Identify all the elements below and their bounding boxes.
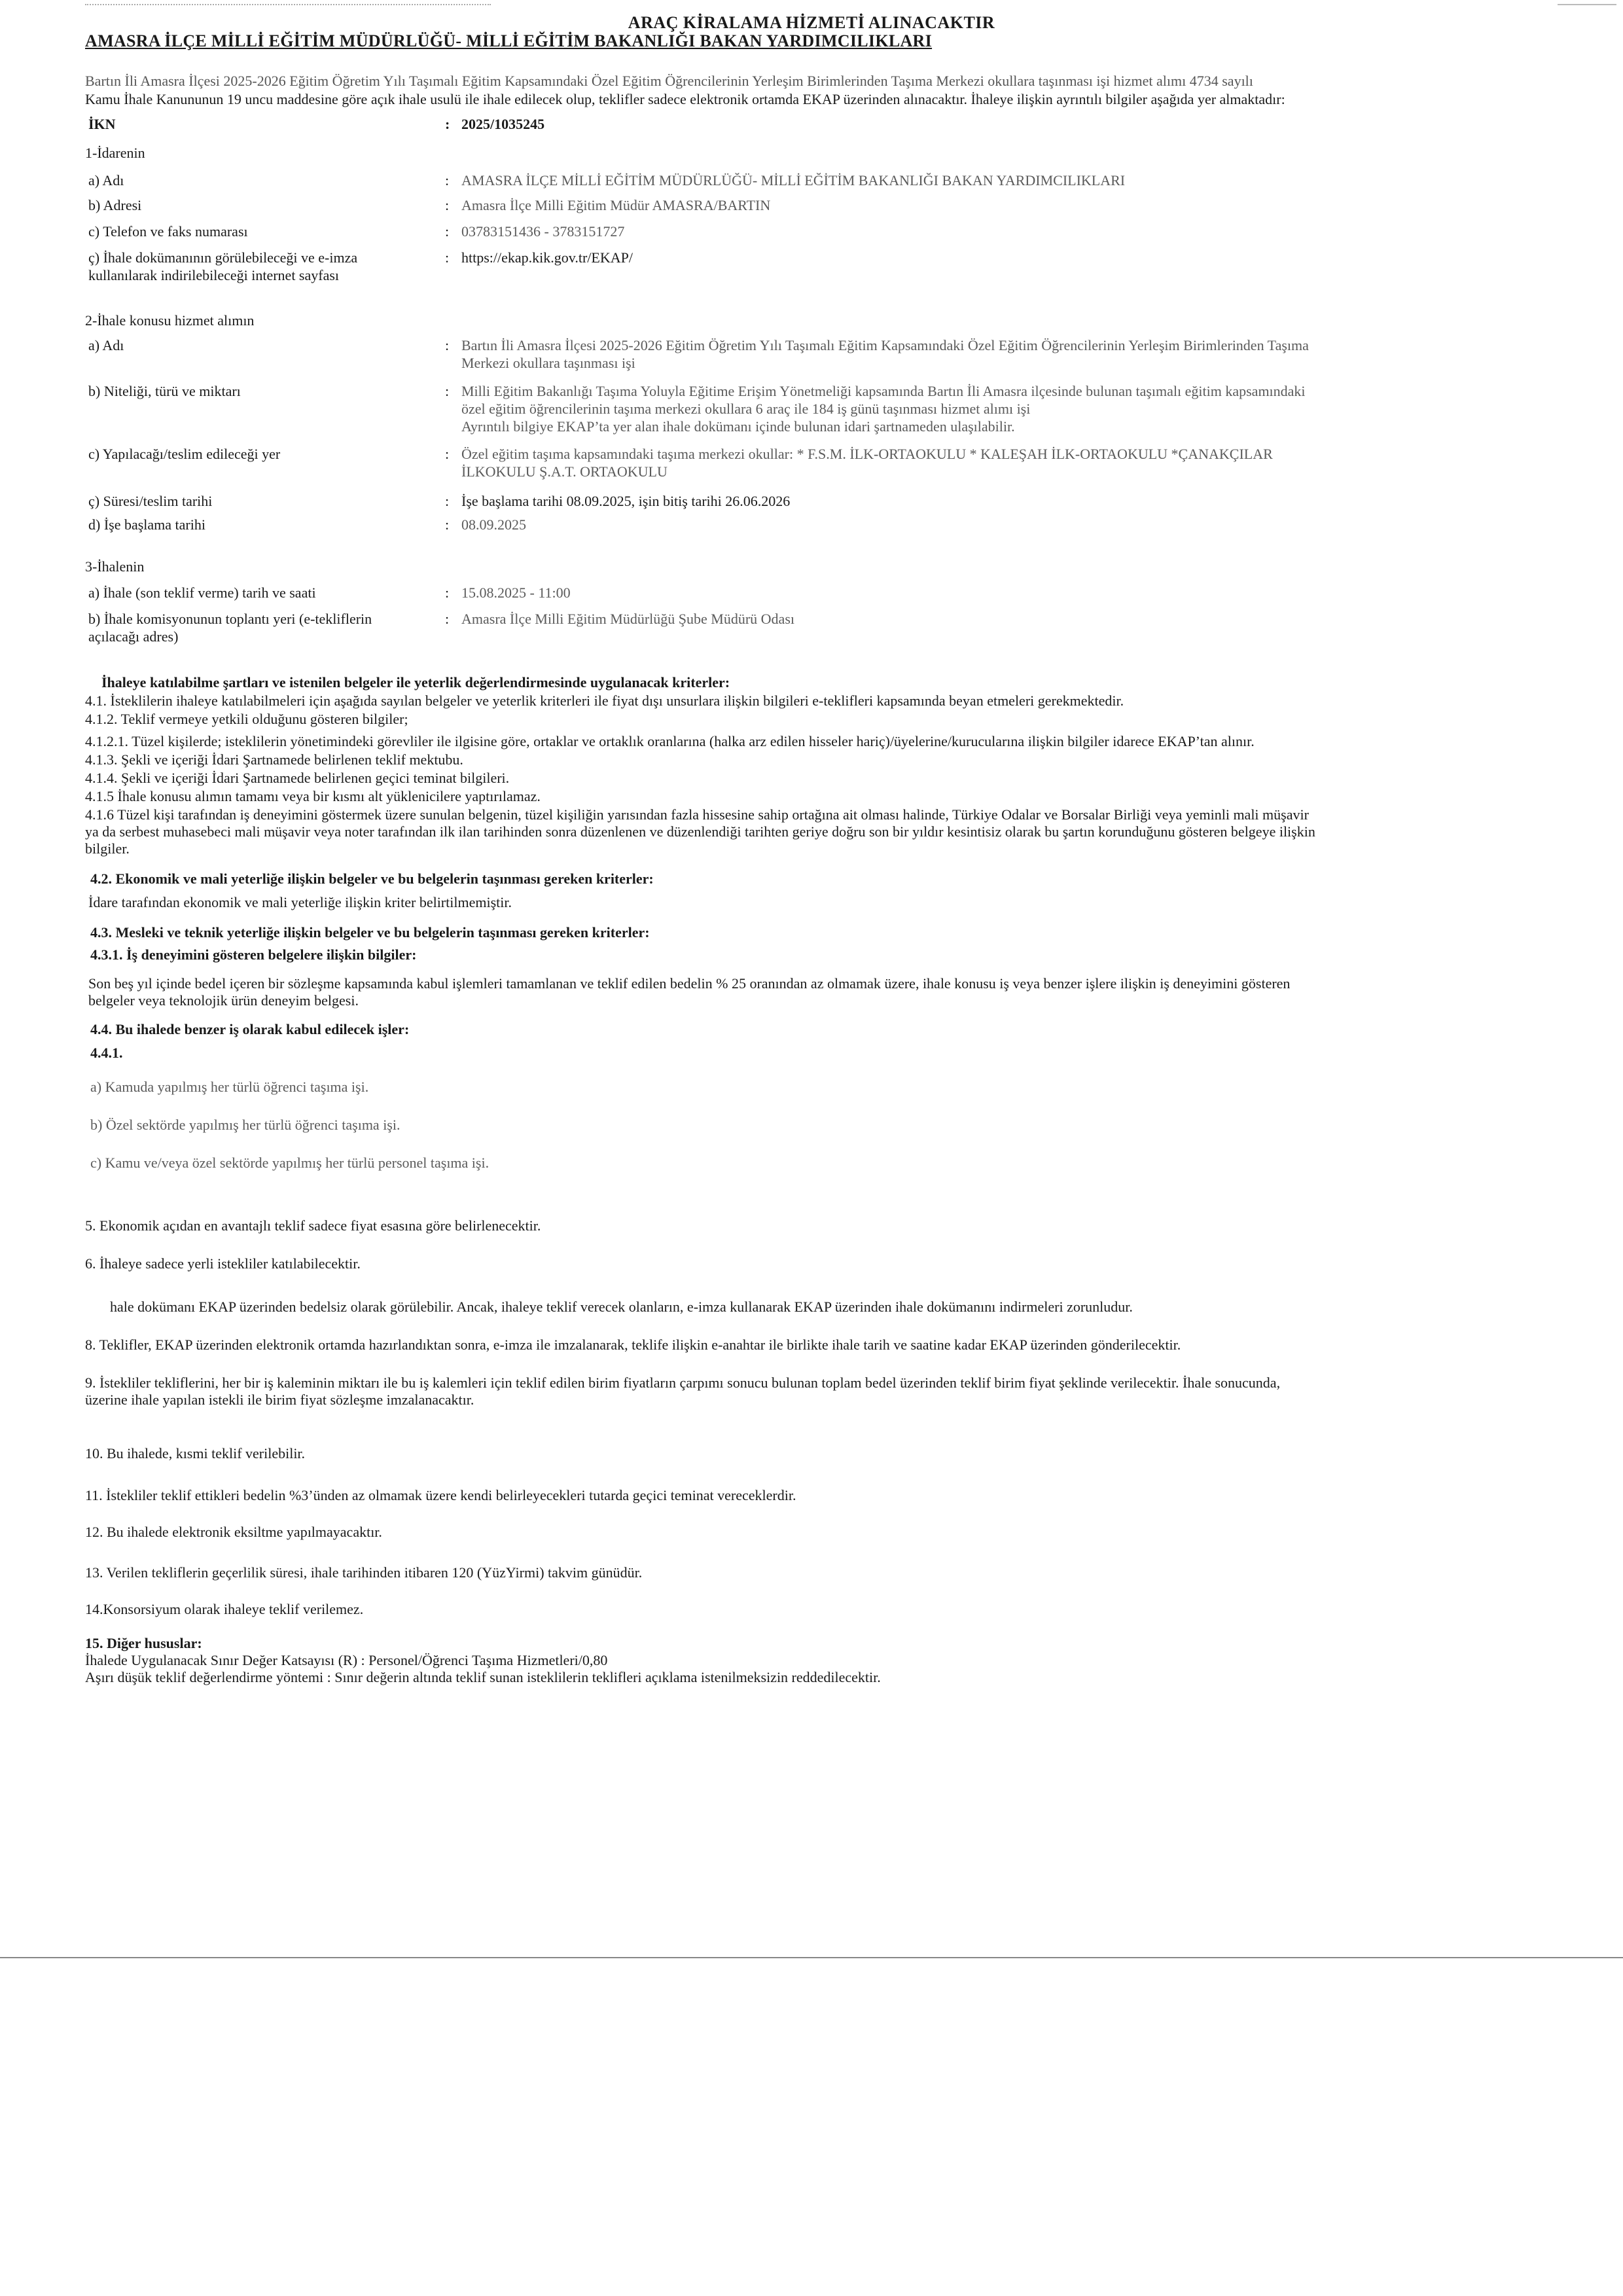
colon: : — [445, 337, 450, 353]
item-9-line-1: 9. İstekliler tekliflerini, her bir iş kaleminin miktarı ile bu iş kalemleri için teklif edilen birim fiyatların çarpımı sonucu bulunan toplam bedel üzerinden teklif birim fiyat şeklinde verilecektir. İhale sonucunda, — [85, 1374, 1281, 1391]
section-3-heading: 3-İhalenin — [85, 558, 145, 575]
colon: : — [445, 172, 450, 188]
criteria-4-1-5: 4.1.5 İhale konusu alımın tamamı veya bir kısmı alt yüklenicilere yaptırılamaz. — [85, 788, 541, 804]
intro-paragraph — [85, 72, 1597, 109]
criteria-4-2-text: İdare tarafından ekonomik ve mali yeterliğe ilişkin kriter belirtilmemiştir. — [88, 894, 512, 910]
criteria-4-4-1-b: b) Özel sektörde yapılmış her türlü öğrenci taşıma işi. — [90, 1117, 401, 1133]
hizmet-sure-value: İşe başlama tarihi 08.09.2025, işin bitiş tarihi 26.06.2026 — [461, 493, 791, 509]
ikn-label: İKN — [88, 116, 116, 132]
hizmet-nitelik-value-1: Milli Eğitim Bakanlığı Taşıma Yoluyla Eğitime Erişim Yönetmeliği kapsamında Bartın İli Amasra ilçesinde bulunan taşımalı eğitim kapsamındaki — [461, 383, 1306, 399]
ihale-yer-value: Amasra İlçe Milli Eğitim Müdürlüğü Şube Müdürü Odası — [461, 611, 794, 627]
hizmet-adi-value-2: Merkezi okullara taşınması işi — [461, 355, 635, 371]
hizmet-yer-label: c) Yapılacağı/teslim edileceği yer — [88, 446, 281, 462]
item-15-heading: 15. Diğer hususlar: — [85, 1635, 202, 1651]
bottom-rule — [0, 1957, 1623, 1958]
idare-web-value: https://ekap.kik.gov.tr/EKAP/ — [461, 249, 633, 266]
item-13: 13. Verilen tekliflerin geçerlilik süresi, ihale tarihinden itibaren 120 (YüzYirmi) takvim günüdür. — [85, 1564, 643, 1581]
criteria-4-3-1-heading: 4.3.1. İş deneyimini gösteren belgelere ilişkin bilgiler: — [90, 946, 417, 963]
item-5: 5. Ekonomik açıdan en avantajlı teklif sadece fiyat esasına göre belirlenecektir. — [85, 1217, 541, 1234]
criteria-4-3-1-line-1: Son beş yıl içinde bedel içeren bir sözleşme kapsamında kabul işlemleri tamamlanan ve teklif edilen bedelin % 25 oranından az olmamak üzere, ihale konusu iş veya benzer işlere ilişkin iş deneyimini gösteren — [88, 975, 1291, 992]
colon: : — [445, 584, 450, 601]
criteria-4-1-2: 4.1.2. Teklif vermeye yetkili olduğunu gösteren bilgiler; — [85, 711, 408, 727]
criteria-4-1: 4.1. İsteklilerin ihaleye katılabilmeleri için aşağıda sayılan belgeler ve yeterlik kriterleri ile fiyat dışı unsurlara ilişkin bilgileri e-teklifleri kapsamında beyan etmeleri gerekmektedir. — [85, 692, 1124, 709]
colon: : — [445, 516, 450, 533]
hizmet-adi-value-1: Bartın İli Amasra İlçesi 2025-2026 Eğitim Öğretim Yılı Taşımalı Eğitim Kapsamındaki Özel Eğitim Öğrencilerinin Yerleşim Birimlerinden Taşıma — [461, 337, 1309, 353]
criteria-4-4-1-a: a) Kamuda yapılmış her türlü öğrenci taşıma işi. — [90, 1079, 369, 1095]
idare-adi-value: AMASRA İLÇE MİLLİ EĞİTİM MÜDÜRLÜĞÜ- MİLLİ EĞİTİM BAKANLIĞI BAKAN YARDIMCILIKLARI — [461, 172, 1126, 188]
notice-subtitle: AMASRA İLÇE MİLLİ EĞİTİM MÜDÜRLÜĞÜ- MİLLİ EĞİTİM BAKANLIĞI BAKAN YARDIMCILIKLARI — [85, 31, 933, 50]
criteria-4-1-6-line-1: 4.1.6 Tüzel kişi tarafından iş deneyimini göstermek üzere sunulan belgenin, tüzel kişiliğin yarısından fazla hissesine sahip ortağına ait olması halinde, Türkiye Odalar ve Borsalar Birliği veya yeminli mali müşavir — [85, 806, 1309, 823]
idare-adres-label: b) Adresi — [88, 197, 142, 213]
colon: : — [445, 197, 450, 213]
hizmet-adi-label: a) Adı — [88, 337, 124, 353]
criteria-4-3-1-line-2: belgeler veya teknolojik ürün deneyim belgesi. — [88, 992, 359, 1009]
criteria-4-1-4: 4.1.4. Şekli ve içeriği İdari Şartnamede belirlenen geçici teminat bilgileri. — [85, 770, 510, 786]
intro-line-2: Kamu İhale Kanununun 19 uncu maddesine göre açık ihale usulü ile ihale edilecek olup, teklifler sadece elektronik ortamda EKAP üzerinden alınacaktır. İhaleye ilişkin ayrıntılı bilgiler aşağıda yer almaktadır: — [85, 91, 1285, 107]
criteria-4-3-1-text — [88, 975, 1594, 1009]
top-dotted-line — [85, 4, 491, 5]
colon: : — [445, 249, 450, 266]
ihale-yer-label-1: b) İhale komisyonunun toplantı yeri (e-tekliflerin — [88, 611, 372, 627]
ihale-tarih-label: a) İhale (son teklif verme) tarih ve saati — [88, 584, 316, 601]
hizmet-yer-value-1: Özel eğitim taşıma kapsamındaki taşıma merkezi okullar: * F.S.M. İLK-ORTAOKULU * KALEŞAH İLK-ORTAOKULU *ÇANAKÇILAR — [461, 446, 1273, 462]
item-14: 14.Konsorsiyum olarak ihaleye teklif verilemez. — [85, 1601, 364, 1617]
ikn-colon: : — [445, 116, 450, 132]
idare-tel-label: c) Telefon ve faks numarası — [88, 223, 248, 240]
item-7: hale dokümanı EKAP üzerinden bedelsiz olarak görülebilir. Ancak, ihaleye teklif verecek olanların, e-imza kullanarak EKAP üzerinden ihale dokümanını indirmeleri zorunludur. — [110, 1299, 1133, 1315]
hizmet-adi-value — [461, 336, 1594, 372]
item-15-line-2: Aşırı düşük teklif değerlendirme yöntemi : Sınır değerin altında teklif sunan isteklilerin teklifleri açıklama istenilmeksizin reddedilecektir. — [85, 1669, 881, 1685]
hizmet-yer-value — [461, 445, 1594, 480]
criteria-heading: İhaleye katılabilme şartları ve istenilen belgeler ile yeterlik değerlendirmesinde uygulanacak kriterler: — [101, 674, 730, 691]
hizmet-baslama-value: 08.09.2025 — [461, 516, 526, 533]
section-2-heading: 2-İhale konusu hizmet alımın — [85, 312, 255, 329]
idare-web-label-2: kullanılarak indirilebileceği internet sayfası — [88, 267, 340, 283]
idare-tel-value: 03783151436 - 3783151727 — [461, 223, 625, 240]
colon: : — [445, 383, 450, 399]
hizmet-nitelik-value — [461, 382, 1594, 435]
item-8: 8. Teklifler, EKAP üzerinden elektronik ortamda hazırlandıktan sonra, e-imza ile imzalanarak, teklife ilişkin e-anahtar ile birlikte ihale tarih ve saatine kadar EKAP üzerinden gönderilecektir. — [85, 1336, 1181, 1353]
criteria-4-4-1: 4.4.1. — [90, 1045, 123, 1061]
hizmet-nitelik-label: b) Niteliği, türü ve miktarı — [88, 383, 241, 399]
ikn-value: 2025/1035245 — [461, 116, 545, 132]
top-right-rule — [1558, 4, 1616, 5]
criteria-4-2-heading: 4.2. Ekonomik ve mali yeterliğe ilişkin belgeler ve bu belgelerin taşınması gereken kriterler: — [90, 870, 654, 887]
hizmet-baslama-label: d) İşe başlama tarihi — [88, 516, 205, 533]
colon: : — [445, 611, 450, 627]
hizmet-nitelik-value-2: özel eğitim öğrencilerinin taşıma merkezi okullara 6 araç ile 184 iş günü taşınması hizmet alımı işi — [461, 401, 1031, 417]
item-15-line-1: İhalede Uygulanacak Sınır Değer Katsayısı (R) : Personel/Öğrenci Taşıma Hizmetleri/0,80 — [85, 1652, 608, 1668]
idare-web-label-1: ç) İhale dokümanının görülebileceği ve e-imza — [88, 249, 358, 266]
criteria-4-1-6 — [85, 806, 1597, 857]
criteria-4-4-heading: 4.4. Bu ihalede benzer iş olarak kabul edilecek işler: — [90, 1021, 410, 1037]
hizmet-yer-value-2: İLKOKULU Ş.A.T. ORTAOKULU — [461, 463, 668, 480]
hizmet-nitelik-value-3: Ayrıntılı bilgiye EKAP’ta yer alan ihale dokümanı içinde bulunan idari şartnameden ulaşılabilir. — [461, 418, 1015, 435]
idare-adi-label: a) Adı — [88, 172, 124, 188]
hizmet-sure-label: ç) Süresi/teslim tarihi — [88, 493, 213, 509]
criteria-4-3-heading: 4.3. Mesleki ve teknik yeterliğe ilişkin belgeler ve bu belgelerin taşınması gereken kriterler: — [90, 924, 650, 941]
item-9-line-2: üzerine ihale yapılan istekli ile birim fiyat sözleşme imzalanacaktır. — [85, 1391, 474, 1408]
colon: : — [445, 446, 450, 462]
ihale-yer-label-2: açılacağı adres) — [88, 628, 179, 645]
item-10: 10. Bu ihalede, kısmi teklif verilebilir. — [85, 1445, 306, 1462]
ihale-tarih-value: 15.08.2025 - 11:00 — [461, 584, 571, 601]
criteria-4-1-6-line-2: ya da serbest muhasebeci mali müşavir veya noter tarafından ilk ilan tarihinden sonra düzenlenen ve düzenlendiği tarihten geriye doğru son bir yıldır kesintisiz olarak bu şartın korunduğunu gösteren belgeye ilişkin — [85, 823, 1315, 840]
section-1-heading: 1-İdarenin — [85, 145, 145, 161]
idare-adres-value: Amasra İlçe Milli Eğitim Müdür AMASRA/BARTIN — [461, 197, 771, 213]
notice-title: ARAÇ KİRALAMA HİZMETİ ALINACAKTIR — [628, 13, 995, 32]
intro-line-1: Bartın İli Amasra İlçesi 2025-2026 Eğitim Öğretim Yılı Taşımalı Eğitim Kapsamındaki Özel Eğitim Öğrencilerinin Yerleşim Birimlerinden Taşıma Merkezi okullara taşınması işi hizmet alımı 4734 sayılı — [85, 73, 1253, 89]
colon: : — [445, 493, 450, 509]
ihale-yer-label — [88, 610, 442, 645]
item-9 — [85, 1374, 1597, 1408]
item-6: 6. İhaleye sadece yerli istekliler katılabilecektir. — [85, 1255, 361, 1272]
colon: : — [445, 223, 450, 240]
idare-web-label — [88, 249, 442, 284]
item-11: 11. İstekliler teklif ettikleri bedelin %3’ünden az olmamak üzere kendi belirleyecekleri tutarda geçici teminat vereceklerdir. — [85, 1487, 796, 1503]
item-12: 12. Bu ihalede elektronik eksiltme yapılmayacaktır. — [85, 1524, 382, 1540]
criteria-4-4-1-c: c) Kamu ve/veya özel sektörde yapılmış her türlü personel taşıma işi. — [90, 1155, 490, 1171]
criteria-4-1-3: 4.1.3. Şekli ve içeriği İdari Şartnamede belirlenen teklif mektubu. — [85, 751, 463, 768]
criteria-4-1-6-line-3: bilgiler. — [85, 840, 130, 857]
criteria-4-1-2-1: 4.1.2.1. Tüzel kişilerde; isteklilerin yönetimindeki görevliler ile ilgisine göre, ortaklar ve ortaklık oranlarına (halka arz edilen hisseler hariç)/üyelerine/kurucularına ilişkin bilgiler idarece EKAP’tan alınır. — [85, 733, 1255, 749]
